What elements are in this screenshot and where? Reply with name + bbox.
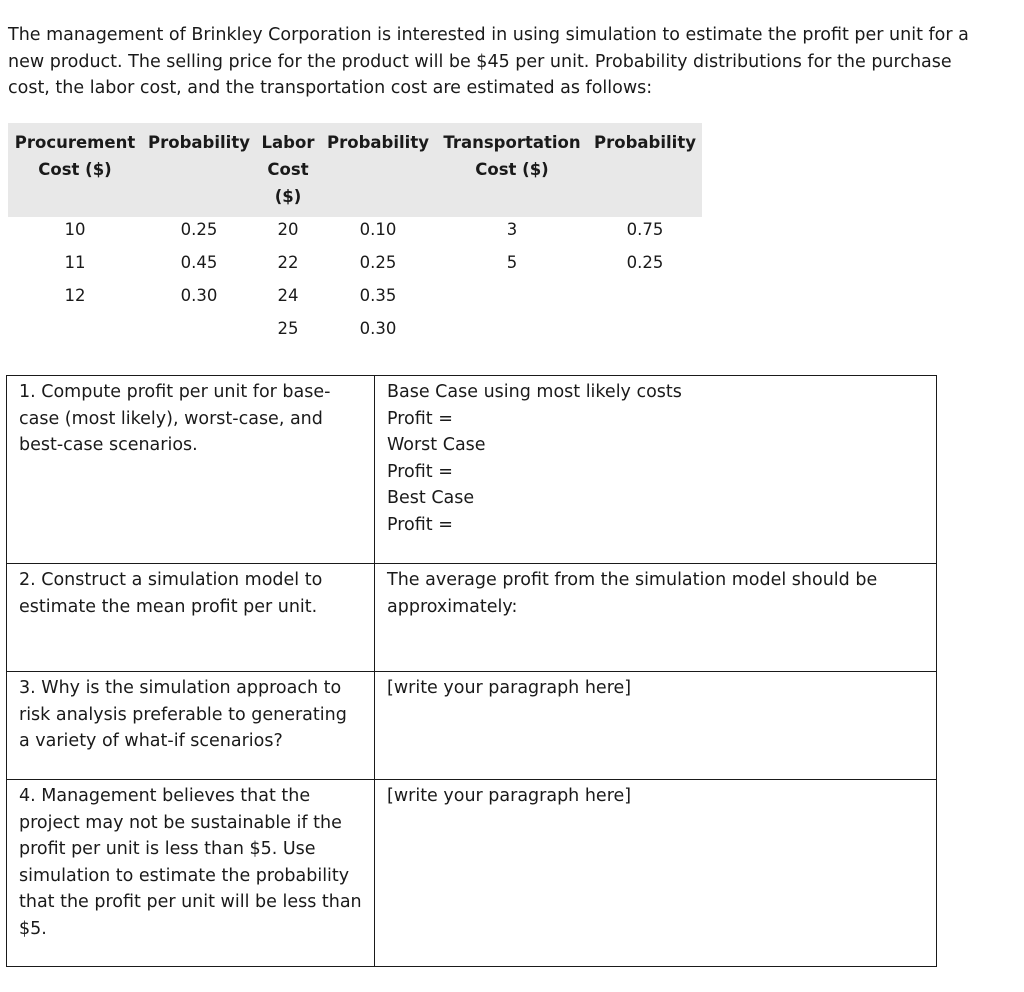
question-1: 1. Compute profit per unit for base-case (most likely), worst-case, and best-case scenarios. (7, 376, 375, 564)
table-cell: 22 (277, 253, 299, 272)
header-transportation-probability: Probability (588, 123, 702, 217)
answer-1[interactable] (375, 376, 937, 564)
header-procurement-cost: Procurement Cost ($) (8, 123, 142, 217)
qa-row-2 (7, 564, 937, 672)
table-row (8, 217, 702, 252)
answer-line: Profit = (387, 408, 453, 429)
table-cell: 5 (506, 253, 518, 272)
table-cell: 0.10 (359, 220, 397, 239)
table-cell (8, 318, 142, 351)
answer-line: Profit = (387, 514, 453, 535)
table-cell: 10 (64, 220, 86, 239)
qa-row-4 (7, 780, 937, 967)
table-row (8, 252, 702, 285)
table-cell: 24 (277, 286, 299, 305)
answer-line: Profit = (387, 461, 453, 482)
question-4: 4. Management believes that the project may not be sustainable if the profit per unit is less than $5. Use simulation to estimate the probability that the profit per unit will be less than $5. (7, 780, 375, 967)
problem-intro: The management of Brinkley Corporation is interested in using simulation to estimate the profit per unit for a new product. The selling price for the product will be $45 per unit. Probability distributions for the purchase cost, the labor cost, and the transportation cost are estimated as follows: (8, 25, 969, 98)
table-cell: 20 (277, 220, 299, 239)
table-cell (436, 318, 588, 351)
answer-line: Base Case using most likely costs (387, 382, 682, 402)
table-cell: 0.35 (359, 286, 397, 305)
qa-row-3 (7, 672, 937, 780)
answer-line: [write your paragraph here] (387, 786, 632, 806)
table-cell: 11 (64, 253, 86, 272)
table-cell: 0.30 (359, 319, 397, 338)
question-2: 2. Construct a simulation model to estimate the mean profit per unit. (7, 564, 375, 672)
table-cell: 0.25 (359, 253, 397, 272)
answer-line: Worst Case (387, 435, 486, 455)
answer-4[interactable] (375, 780, 937, 967)
question-answer-table (6, 375, 937, 967)
table-cell (588, 318, 702, 351)
cost-distribution-table (8, 123, 702, 351)
answer-line: The average profit from the simulation model should be approximately: (387, 570, 878, 617)
question-3: 3. Why is the simulation approach to risk analysis preferable to generating a variety of what-if scenarios? (7, 672, 375, 780)
header-procurement-probability: Probability (142, 123, 256, 217)
table-cell: 0.45 (180, 253, 218, 272)
table-cell (588, 285, 702, 318)
answer-line: Best Case (387, 488, 475, 508)
table-cell: 0.25 (626, 253, 664, 272)
answer-2[interactable] (375, 564, 937, 672)
table-cell (142, 318, 256, 351)
table-cell: 0.30 (180, 286, 218, 305)
table-cell: 3 (506, 220, 518, 239)
qa-row-1 (7, 376, 937, 564)
table-cell: 12 (64, 286, 86, 305)
header-transportation-cost: Transportation Cost ($) (436, 123, 588, 217)
table-row (8, 285, 702, 318)
table-cell (436, 285, 588, 318)
table-row (8, 318, 702, 351)
table-cell: 0.75 (626, 220, 664, 239)
header-labor-probability: Probability (320, 123, 436, 217)
table-header-row (8, 123, 702, 217)
header-labor-cost: Labor Cost ($) (256, 123, 320, 217)
answer-line: [write your paragraph here] (387, 678, 632, 698)
table-cell: 25 (277, 319, 299, 338)
table-cell: 0.25 (180, 220, 218, 239)
answer-3[interactable] (375, 672, 937, 780)
